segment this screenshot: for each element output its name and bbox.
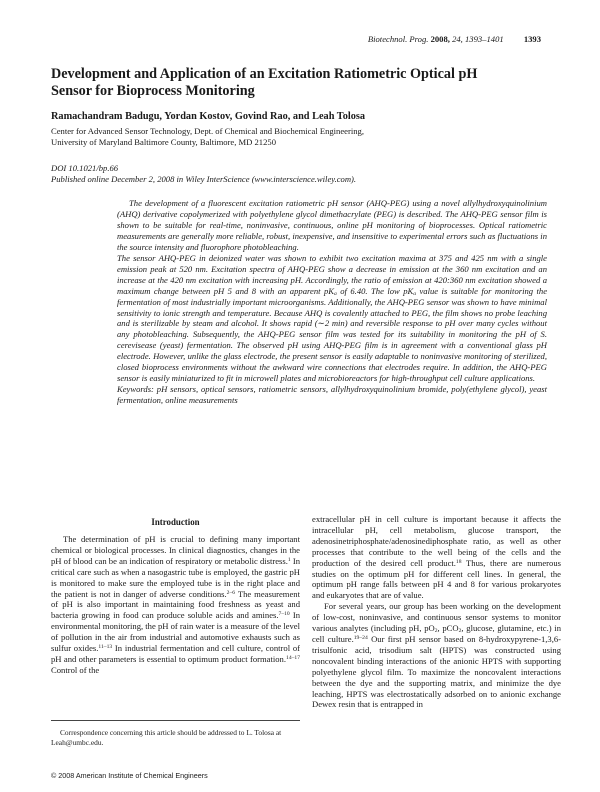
journal-volume: 24, xyxy=(452,34,463,44)
affiliation xyxy=(51,126,491,148)
abstract-paragraph: The development of a fluorescent excitation ratiometric pH sensor (AHQ-PEG) using a novel allylhydroxyquinolinium (AHQ) derivative copolymerized with polyethylene glycol dimethacrylate (PEG) is described. The AHQ-PEG sensor film is shown to be suitable for real-time, noninvasive, continuous, online pH monitoring of bioprocesses. Optical ratiometric measurements are generally more reliable, robust, inexpensive, and insensitive to experimental errors such as fluctuations in the source intensity and fluorophore photobleaching. xyxy=(117,198,547,252)
body-paragraph: The determination of pH is crucial to defining many important chemical or biological processes. In clinical diagnostics, changes in the pH of blood can be an indication of respiratory or metabolic distress.$^1$ In critical care such as when a nasogastric tube is employed, the gastric pH is monitored to make sure the employed tube is in the right place and the patient is not in danger of adverse conditions.$^{2-6}$ The measurement of pH is also important in maintaining food freshness as yeast and bacteria growing in food can produce soluble acids and amines.$^{7-10}$ In environmental monitoring, the pH of rain water is a measure of the level of pollution in the air from industrial and automotive exhausts such as sulfur oxides.$^{11-13}$ In industrial fermentation and cell culture, control of pH and other parameters is essential to optimum product formation.$^{14-17}$ Control of the xyxy=(51,534,301,675)
body-column-left xyxy=(51,534,300,676)
keywords: Keywords: pH sensors, optical sensors, ratiometric sensors, allylhydroxyquinolinium bromide, poly(ethylene glycol), yeast fermentation, online measurements xyxy=(117,384,547,406)
affiliation-line: Center for Advanced Sensor Technology, Dept. of Chemical and Biochemical Engineering, xyxy=(51,126,364,136)
section-heading-introduction: Introduction xyxy=(151,517,200,527)
journal-page-range: 1393–1401 xyxy=(464,34,504,44)
correspondence-footnote: Correspondence concerning this article should be addressed to L. Tolosa at Leah@umbc.edu. xyxy=(51,728,282,747)
footnote-divider xyxy=(51,720,300,721)
body-paragraph: extracellular pH in cell culture is important because it affects the intracellular pH, cell metabolism, glucose transport, the adenosinetriphosphate/adenosinediphosphate ratio, as well as other processes that contribute to the well being of the cells and the production of the desired cell product.$^{18}$ Thus, there are numerous studies on the optimum pH for different cell lines. In general, the optimum pH range falls between pH 4 and 8 for various prokaryotes and eukaryotes that are of value. xyxy=(312,514,561,601)
citation: 7–10 xyxy=(278,611,290,618)
publication-info xyxy=(51,163,531,185)
citation: 1 xyxy=(287,556,291,563)
published-online: Published online December 2, 2008 in Wiley InterScience (www.interscience.wiley.com). xyxy=(51,174,357,184)
body-paragraph: For several years, our group has been working on the development of low-cost, noninvasive, and continuous sensor systems to monitor various analytes (including pH, $pO_2$, pCO$_2$, glucose, glutamine, etc.) in cell culture.$^{19-24}$ Our first pH sensor based on 8-hydroxypyrene-1,3,6-trisulfonic acid, trisodium salt (HPTS) was constructed using noncovalent binding interactions of the anionic HPTS with supporting polyethylene glycol film. To maximize the noncovalent interactions between the dye and the supporting matrix, and minimize the dye leaching, HPTS was electrostatically adsorbed on to anionic exchange Dewex resin that is entrapped in xyxy=(312,601,561,710)
body-column-right xyxy=(312,514,561,710)
journal-name: Biotechnol. Prog. xyxy=(367,34,429,44)
citation: 2–6 xyxy=(226,589,236,596)
citation: 11–13 xyxy=(98,644,113,651)
affiliation-line: University of Maryland Baltimore County, Baltimore, MD 21250 xyxy=(51,137,276,147)
abstract-paragraph: The sensor AHQ-PEG in deionized water was shown to exhibit two excitation maxima at 375 and 425 nm with a single emission peak at 520 nm. Excitation spectra of AHQ-PEG show a decrease in emission at the 360 nm excitation and an increase at the 420 nm excitation with increasing pH. Accordingly, the ratio of emission at 420:360 nm excitation showed a maximum change between pH 5 and 8 with an apparent $pK_a$ of 6.40. The low $pK_a$ value is suitable for monitoring the fermentation of most industrially important microorganisms. Additionally, the AHQ-PEG sensor was shown to have minimal sensitivity to ionic strength and temperature. Because AHQ is covalently attached to PEG, the film shows no probe leaching and is sterilizable by steam and alcohol. It shows rapid (∼2 min) and reversible response to pH over many cycles without any photobleaching. Subsequently, the AHQ-PEG sensor film was tested for its suitability in monitoring the pH of S. cerevisease (yeast) fermentation. The observed pH using AHQ-PEG film is in agreement with a conventional glass pH electrode. However, unlike the glass electrode, the present sensor is easily adaptable to noninvasive monitoring of sterilized, closed bioprocess environments without the awkward wire connections that electrodes require. In addition, the AHQ-PEG sensor is easily miniaturized to fit in microwell plates and microbioreactors for high-throughput cell culture applications. xyxy=(117,252,548,384)
article-title: Development and Application of an Excitation Ratiometric Optical pH Sensor for Bioprocess Monitoring xyxy=(51,66,478,99)
journal-year: 2008, xyxy=(430,34,450,44)
copyright-notice: © 2008 American Institute of Chemical Engineers xyxy=(51,771,208,780)
citation: 19–24 xyxy=(353,634,368,641)
author-list: Ramachandram Badugu, Yordan Kostov, Govind Rao, and Leah Tolosa xyxy=(51,111,366,122)
page-number: 1393 xyxy=(523,34,541,44)
citation: 14–17 xyxy=(286,654,300,661)
doi: DOI 10.1021/bp.66 xyxy=(51,163,119,173)
running-head xyxy=(368,34,541,44)
citation: 18 xyxy=(455,558,462,565)
abstract xyxy=(117,198,547,406)
